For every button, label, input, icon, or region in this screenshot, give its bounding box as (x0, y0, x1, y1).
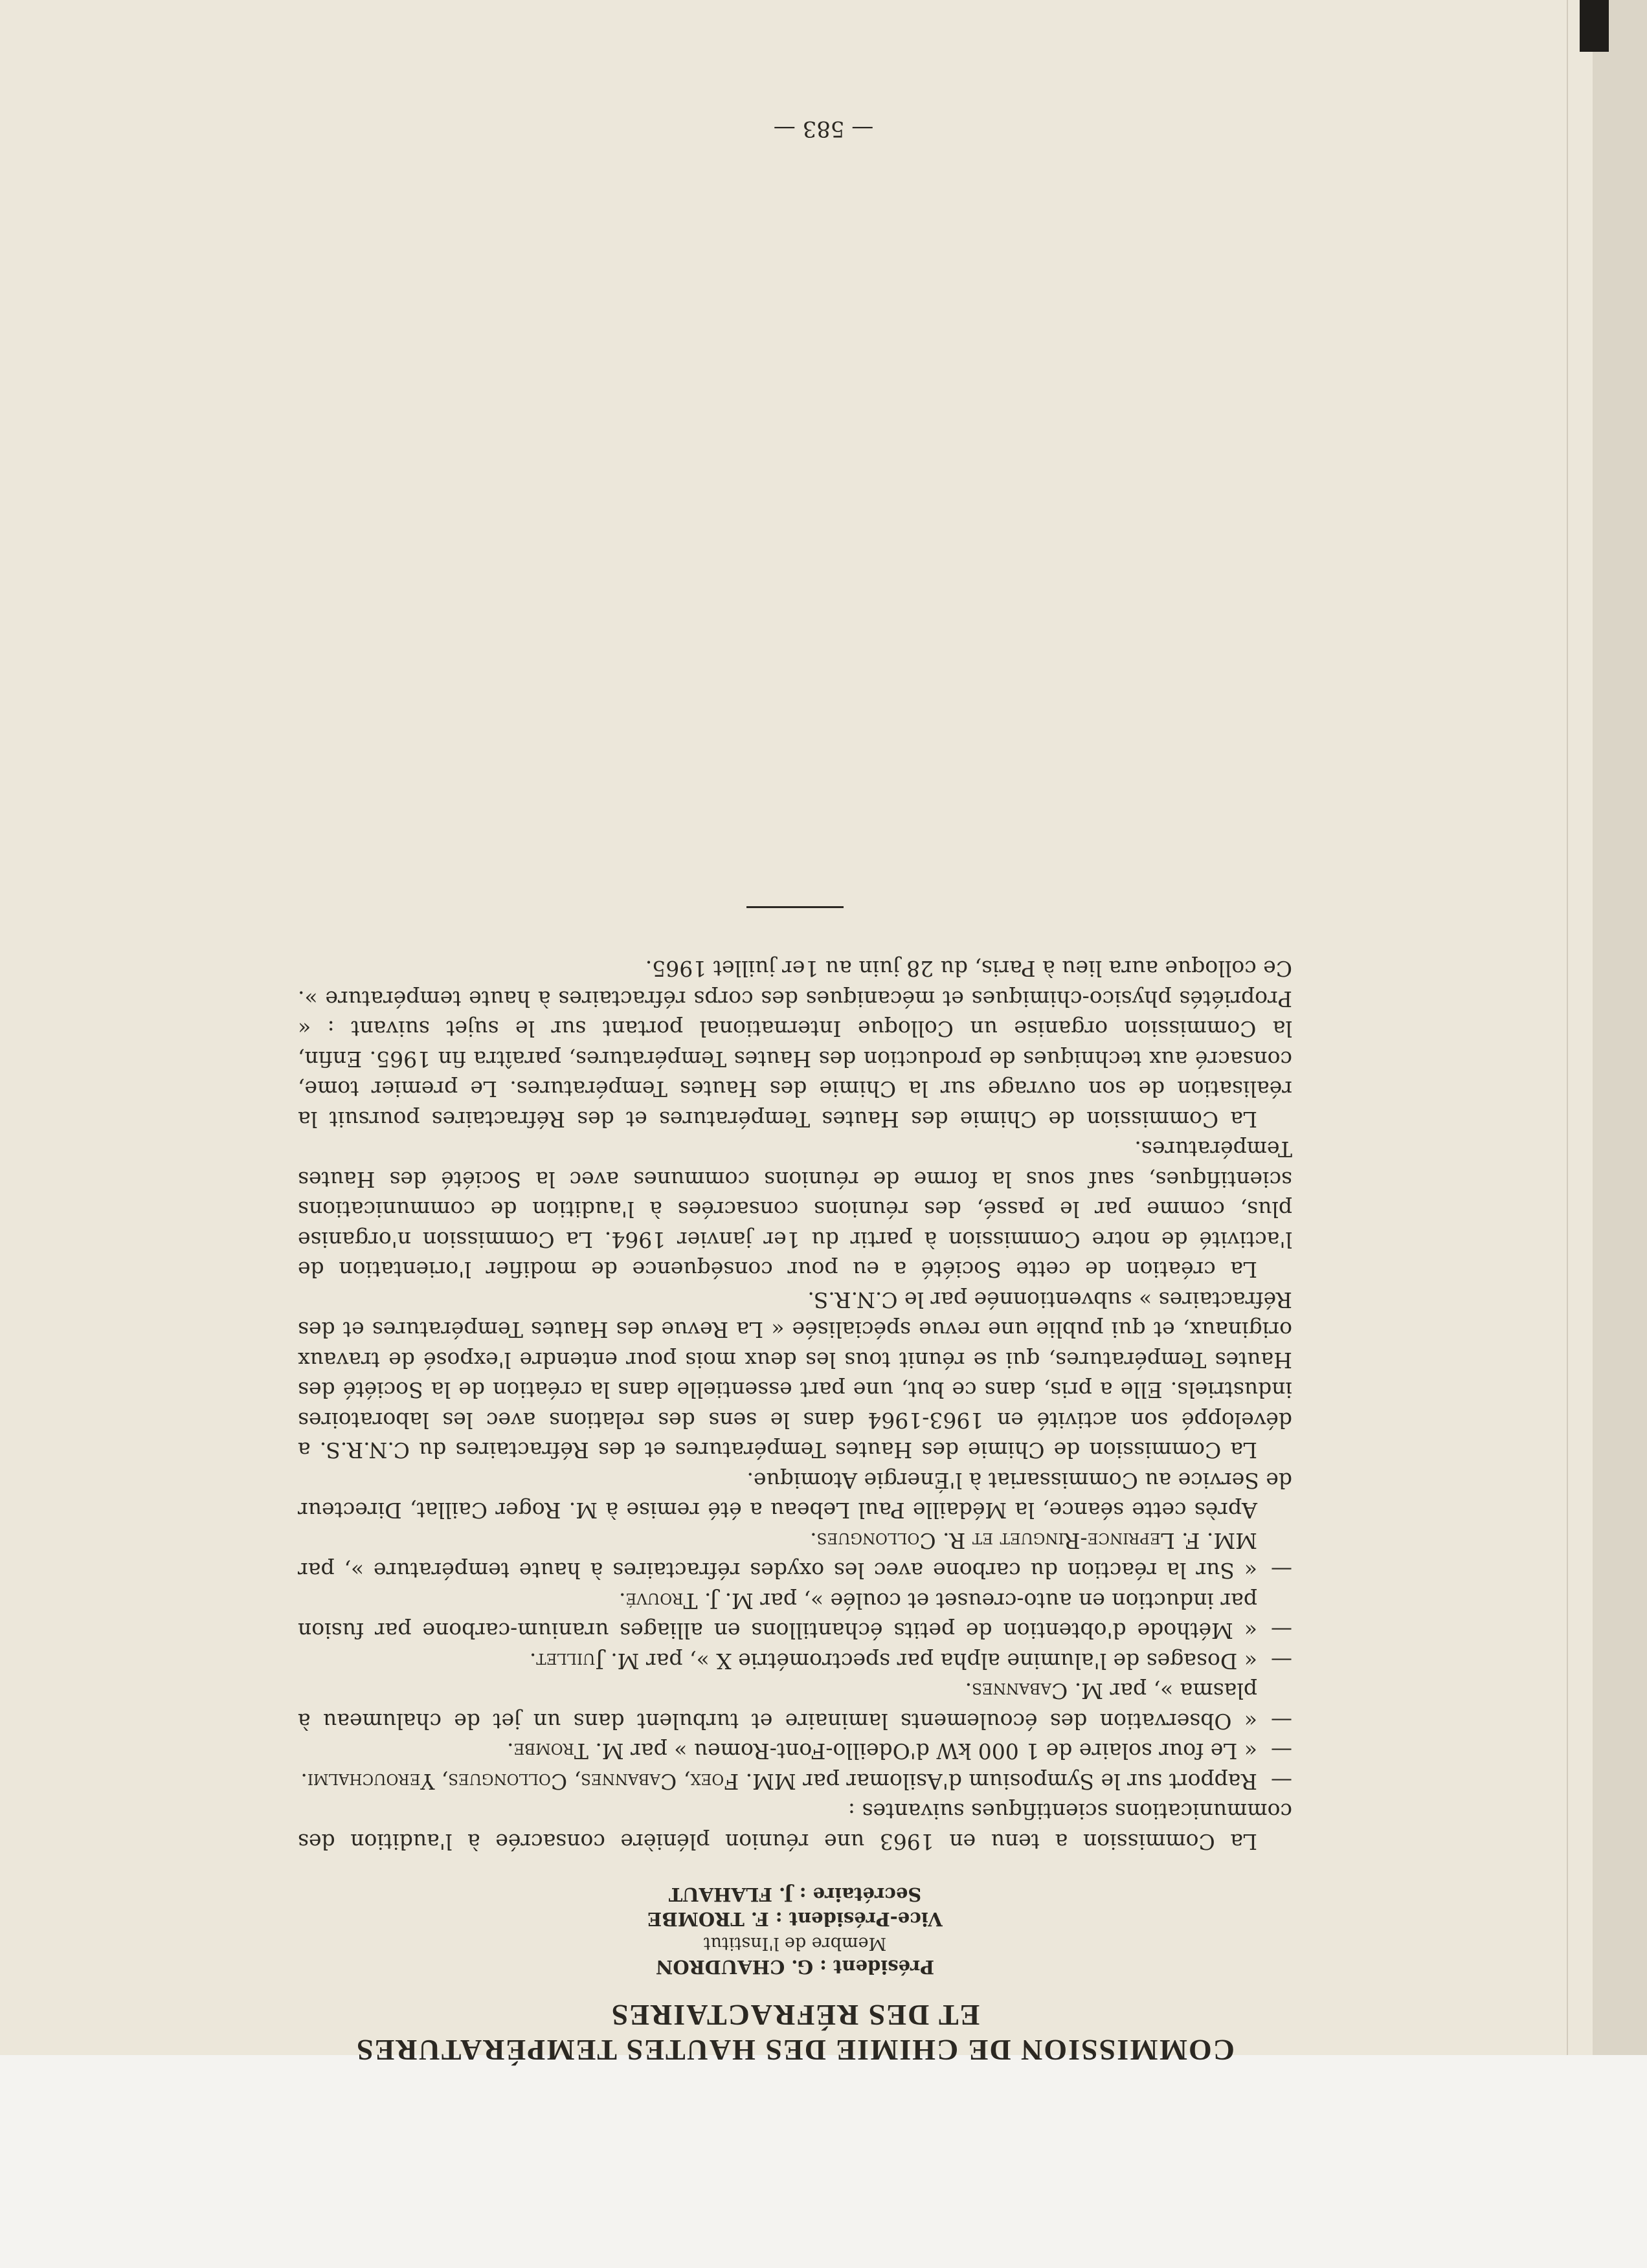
president: Président : G. CHAUDRON (655, 1956, 935, 1978)
list-item: —« Sur la réaction du carbone avec les oxydes réfractaires à haute température », par MM. F. Leprince-Ringuet et R. Collongues. (298, 1528, 1292, 1584)
vice-president: Vice-Président : F. TROMBE (647, 1908, 943, 1930)
activity-paragraph: La Commission de Chimie des Hautes Températures et des Réfractaires du C.N.R.S. a développé son activité en 1963-1964 dans le sens des relations avec les laboratoires industriels. Elle a pris, dans ce but, une part essentielle dans la création de la Société des Hautes Températures, qui se réunit tous les deux mois pour entendre l'exposé de travaux originaux, et qui publie une revue spécialisée « La Revue des Hautes Températures et des Réfractaires » subventionnée par le C.N.R.S. (298, 1287, 1292, 1463)
list-item: —« Dosages de l'alumine alpha par spectrométrie X », par M. Juillet. (529, 1649, 1292, 1674)
book-paragraph: La Commission de Chimie des Hautes Températures et des Réfractaires poursuit la réalisation de son ouvrage sur la Chimie des Hautes Températures. Le premier tome, consacré aux techniques de production des Hautes Températures, paraîtra fin 1965. Enfin, la Commission organise un Colloque International portant sur le sujet suivant : « Propriétés physico-chimiques et mécaniques des corps réfractaires à haute température ». Ce colloque aura lieu à Paris, du 28 juin au 1er juillet 1965. (298, 956, 1292, 1132)
society-paragraph: La création de cette Société a eu pour conséquence de modifier l'orientation de l'activité de notre Commission à partir du 1er janvier 1964. La Commission n'organise plus, comme par le passé, des réunions consacrées à l'audition de communications scientifiques, sauf sous la forme de réunions communes avec la Société des Hautes Températures. (298, 1137, 1292, 1283)
intro-paragraph: La Commission a tenu en 1963 une réunion plénière consacrée à l'audition des communications scientifiques suivantes : (298, 1799, 1292, 1854)
title-line-2: ET DES RÉFRACTAIRES (610, 1999, 980, 2032)
list-item: —Rapport sur le Symposium d'Asilomar par MM. Foex, Cabannes, Collongues, Yerouchalmi. (300, 1769, 1292, 1794)
list-item: —« Méthode d'obtention de petits échantillons en alliages uranium-carbone par fusion par induction en auto-creuset et coulée », par M. J. Trouvé. (298, 1588, 1292, 1644)
section-rule (746, 906, 844, 908)
medal-paragraph: Après cette séance, la Médaille Paul Lebeau a été remise à M. Roger Caillat, Directeur de Service au Commissariat à l'Énergie Atomique. (298, 1468, 1292, 1524)
president-title: Membre de l'Institut (703, 1933, 887, 1953)
document-body (298, 906, 1292, 2067)
officers-block (298, 1882, 1292, 1979)
title-line-1: COMMISSION DE CHIMIE DES HAUTES TEMPÉRATURES (355, 2034, 1235, 2067)
secretary: Secrétaire : J. FLAHAUT (668, 1884, 922, 1906)
list-item: —« Le four solaire de 1 000 kW d'Odeillo-Font-Romeu » par M. Trombe. (506, 1739, 1292, 1764)
list-item: —« Observation des écoulements laminaire et turbulent dans un jet de chalumeau à plasma », par M. Cabannes. (298, 1678, 1292, 1734)
page-number: — 583 — (773, 116, 874, 142)
